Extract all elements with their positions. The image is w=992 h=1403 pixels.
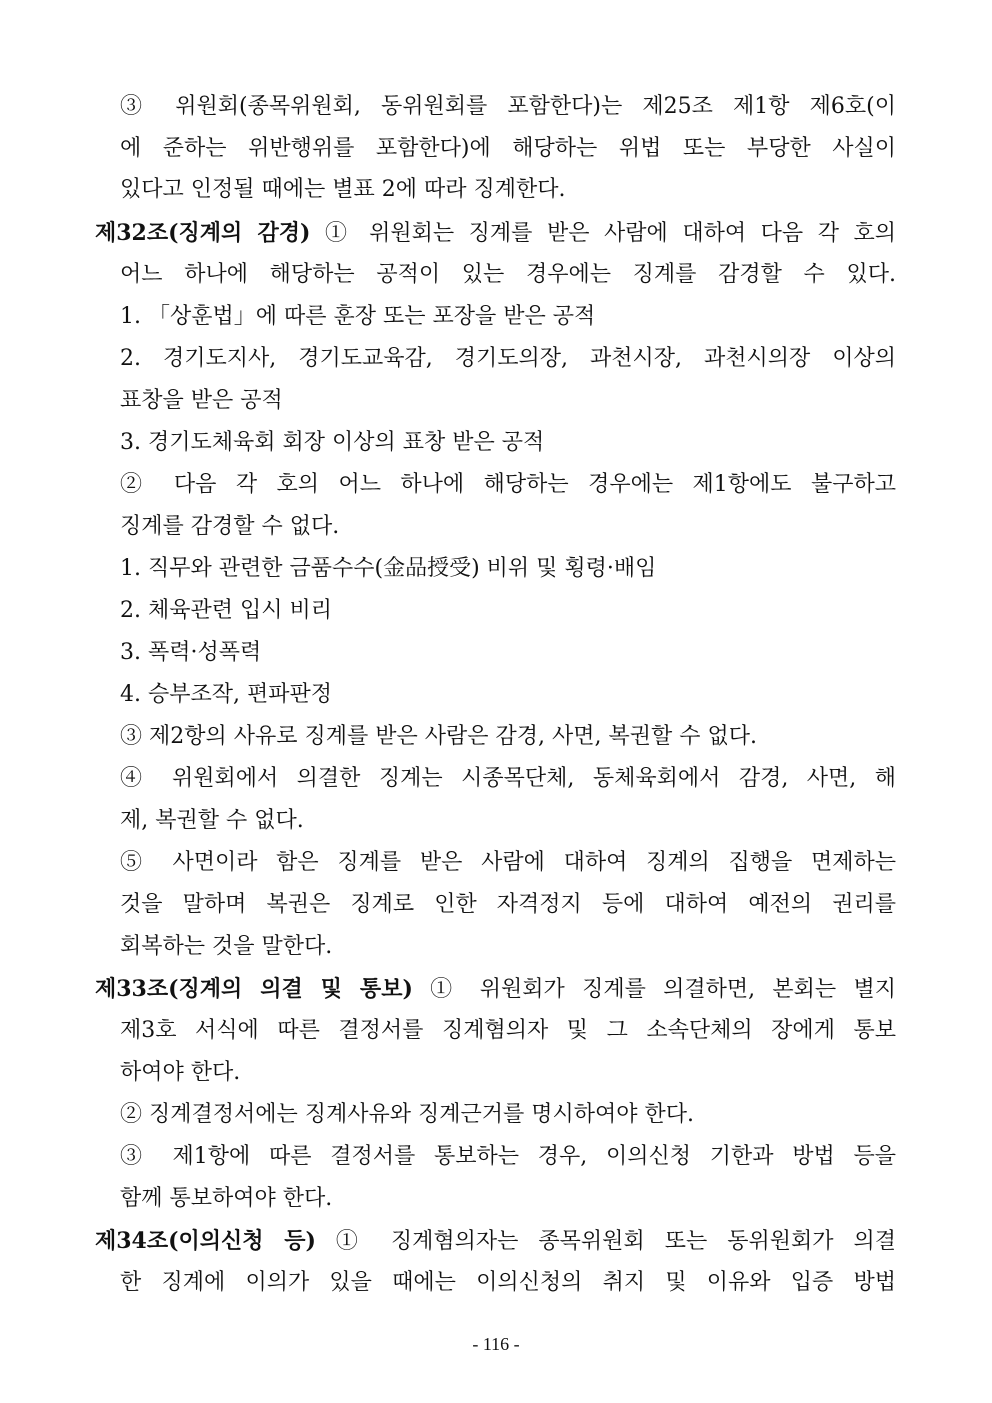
- page-number: - 116 -: [472, 1334, 520, 1354]
- text-line: ② 다음 각 호의 어느 하나에 해당하는 경우에는 제1항에도 불구하고: [120, 472, 896, 497]
- text-line: 에 준하는 위반행위를 포함한다)에 해당하는 위법 또는 부당한 사실이: [120, 136, 896, 161]
- article-32-heading: 제32조(징계의 감경): [95, 220, 311, 246]
- text-line: 징계를 감경할 수 없다.: [120, 514, 340, 539]
- list-item: 4. 승부조작, 편파판정: [120, 682, 332, 707]
- list-item: 1. 직무와 관련한 금품수수(金品授受) 비위 및 횡령·배임: [120, 556, 657, 581]
- text-line: 것을 말하며 복권은 징계로 인한 자격정지 등에 대하여 예전의 권리를: [120, 892, 896, 917]
- article-33-heading: 제33조(징계의 의결 및 통보): [95, 976, 413, 1002]
- list-item: 2. 체육관련 입시 비리: [120, 598, 332, 623]
- list-item: 3. 경기도체육회 회장 이상의 표창 받은 공적: [120, 430, 545, 455]
- article-34-line: [95, 1226, 896, 1256]
- text-line: ③ 제2항의 사유로 징계를 받은 사람은 감경, 사면, 복권할 수 없다.: [120, 724, 757, 749]
- article-34-heading: 제34조(이의신청 등): [95, 1228, 316, 1254]
- article-32-line: [95, 218, 896, 248]
- text-line: 표창을 받은 공적: [120, 388, 283, 413]
- text-line: 한 징계에 이의가 있을 때에는 이의신청의 취지 및 이유와 입증 방법: [120, 1270, 896, 1295]
- text-line: ⑤ 사면이라 함은 징계를 받은 사람에 대하여 징계의 집행을 면제하는: [120, 850, 896, 875]
- text-line: 함께 통보하여야 한다.: [120, 1186, 333, 1211]
- article-32-text: ① 위원회는 징계를 받은 사람에 대하여 다음 각 호의: [310, 221, 896, 246]
- list-item: 3. 폭력·성폭력: [120, 640, 262, 665]
- text-line: 어느 하나에 해당하는 공적이 있는 경우에는 징계를 감경할 수 있다.: [120, 262, 896, 287]
- text-line: 제3호 서식에 따른 결정서를 징계혐의자 및 그 소속단체의 장에게 통보: [120, 1018, 896, 1043]
- list-item: 1. 「상훈법」에 따른 훈장 또는 포장을 받은 공적: [120, 304, 596, 329]
- text-line: ② 징계결정서에는 징계사유와 징계근거를 명시하여야 한다.: [120, 1102, 695, 1127]
- text-line: 있다고 인정될 때에는 별표 2에 따라 징계한다.: [120, 177, 566, 202]
- article-34-text: ① 징계혐의자는 종목위원회 또는 동위원회가 의결: [315, 1229, 896, 1254]
- text-line: 제, 복권할 수 없다.: [120, 808, 304, 833]
- list-item: 2. 경기도지사, 경기도교육감, 경기도의장, 과천시장, 과천시의장 이상의: [120, 346, 896, 371]
- article-33-line: [95, 974, 896, 1004]
- text-line: 회복하는 것을 말한다.: [120, 934, 333, 959]
- text-line: ③ 위원회(종목위원회, 동위원회를 포함한다)는 제25조 제1항 제6호(이: [120, 94, 896, 119]
- text-line: 하여야 한다.: [120, 1060, 241, 1085]
- text-line: ③ 제1항에 따른 결정서를 통보하는 경우, 이의신청 기한과 방법 등을: [120, 1144, 896, 1169]
- text-line: ④ 위원회에서 의결한 징계는 시종목단체, 동체육회에서 감경, 사면, 해: [120, 766, 896, 791]
- article-33-text: ① 위원회가 징계를 의결하면, 본회는 별지: [412, 977, 896, 1002]
